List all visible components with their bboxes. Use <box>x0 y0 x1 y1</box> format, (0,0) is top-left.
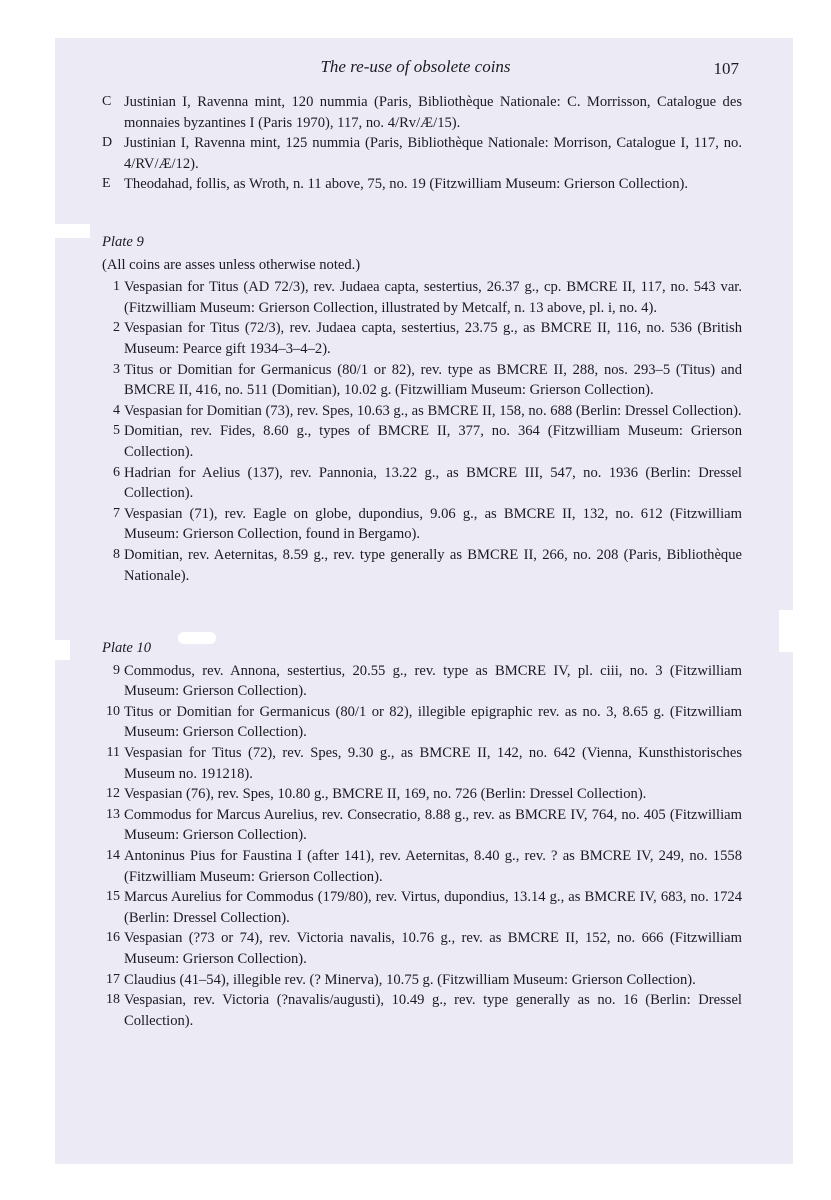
entry-number: 2 <box>113 320 120 336</box>
entry-number: 6 <box>113 464 120 480</box>
entry-text: Claudius (41–54), illegible rev. (? Minerva), 10.75 g. (Fitzwilliam Museum: Grierson Collection). <box>124 971 696 988</box>
plate-entry-17 <box>102 970 742 991</box>
plate-entry-3 <box>102 360 742 401</box>
entry-text: Vespasian (76), rev. Spes, 10.80 g., BMCRE II, 169, no. 726 (Berlin: Dressel Collection). <box>124 786 647 803</box>
running-title: The re-use of obsolete coins <box>320 57 511 76</box>
plate-entry-5 <box>102 421 742 462</box>
plate-entry-2 <box>102 318 742 359</box>
entry-number: 18 <box>106 992 120 1008</box>
scan-edge-left-notch <box>0 224 90 238</box>
scan-edge-left <box>0 0 55 1200</box>
entry-number: 11 <box>106 744 120 760</box>
entry-text: Vespasian for Domitian (73), rev. Spes, 10.63 g., as BMCRE II, 158, no. 688 (Berlin: Dressel Collection). <box>124 402 742 419</box>
catalogue-entry-C <box>102 92 742 133</box>
entry-number: 4 <box>113 402 120 418</box>
plate-9-list <box>102 277 742 586</box>
entry-text: Antoninus Pius for Faustina I (after 141), rev. Aeternitas, 8.40 g., rev. ? as BMCRE IV, 249, no. 1558 (Fitzwilliam Museum: Grierson Collection). <box>124 847 742 885</box>
entry-number: E <box>102 176 111 192</box>
plate-9-note: (All coins are asses unless otherwise noted.) <box>102 256 361 273</box>
plate-10-heading: Plate 10 <box>102 640 152 656</box>
plate-entry-18 <box>102 990 742 1031</box>
catalogue-entry-E <box>102 174 742 195</box>
plate-entry-13 <box>102 805 742 846</box>
scan-edge-left-notch-2 <box>0 640 70 660</box>
plate-10-list <box>102 661 742 1032</box>
entry-number: 9 <box>113 662 120 678</box>
entry-text: Justinian I, Ravenna mint, 125 nummia (Paris, Bibliothèque Nationale: Morrison, Catalogue I, 117, no. 4/RV/Æ/12). <box>124 135 742 172</box>
plate-10-section <box>102 638 742 1031</box>
scan-edge-right-notch <box>779 610 831 652</box>
plate-entry-4 <box>102 401 742 422</box>
plate-9-section <box>102 232 742 586</box>
entry-text: Theodahad, follis, as Wroth, n. 11 above, 75, no. 19 (Fitzwilliam Museum: Grierson Collection). <box>124 176 689 193</box>
entry-number: 16 <box>106 930 120 946</box>
entry-text: Domitian, rev. Aeternitas, 8.59 g., rev. type generally as BMCRE II, 266, no. 208 (Paris, Bibliothèque Nationale). <box>124 546 742 584</box>
plate-entry-6 <box>102 463 742 504</box>
entry-text: Domitian, rev. Fides, 8.60 g., types of BMCRE II, 377, no. 364 (Fitzwilliam Museum: Grierson Collection). <box>124 423 742 460</box>
entry-text: Justinian I, Ravenna mint, 120 nummia (Paris, Bibliothèque Nationale: C. Morrisson, Catalogue des monnaies byzantines I (Paris 1970), 117, no. 4/Rv/Æ/15). <box>124 94 742 131</box>
plate-entry-15 <box>102 887 742 928</box>
page-number: 107 <box>713 59 739 78</box>
scan-edge-top <box>0 0 831 38</box>
lettered-entries <box>102 92 742 195</box>
plate-entry-9 <box>102 661 742 702</box>
entry-number: 7 <box>113 505 120 521</box>
entry-text: Vespasian for Titus (AD 72/3), rev. Judaea capta, sestertius, 26.37 g., cp. BMCRE II, 117, no. 543 var. (Fitzwilliam Museum: Grierson Collection, illustrated by Metcalf, n. 13 above, pl. i, no. 4). <box>124 279 742 316</box>
catalogue-entry-D <box>102 133 742 174</box>
entry-number: 14 <box>106 847 120 863</box>
scan-edge-right <box>793 0 831 1200</box>
plate-entry-8 <box>102 545 742 586</box>
plate-entry-7 <box>102 504 742 545</box>
plate-9-heading: Plate 9 <box>102 234 144 250</box>
plate-entry-16 <box>102 928 742 969</box>
plate-entry-14 <box>102 846 742 887</box>
entry-number: 8 <box>113 546 120 562</box>
entry-text: Vespasian, rev. Victoria (?navalis/augusti), 10.49 g., rev. type generally as no. 16 (Berlin: Dressel Collection). <box>124 992 742 1029</box>
entry-number: 1 <box>113 279 120 295</box>
entry-number: 5 <box>113 423 120 439</box>
entry-number: D <box>102 135 113 151</box>
entry-number: 12 <box>106 786 120 802</box>
entry-text: Titus or Domitian for Germanicus (80/1 or 82), illegible epigraphic rev. as no. 3, 8.65 g. (Fitzwilliam Museum: Grierson Collection). <box>124 703 742 741</box>
page-header <box>0 57 831 81</box>
entry-text: Vespasian for Titus (72), rev. Spes, 9.30 g., as BMCRE II, 142, no. 642 (Vienna, Kunsthistorisches Museum no. 191218). <box>124 744 742 782</box>
entry-text: Vespasian for Titus (72/3), rev. Judaea capta, sestertius, 23.75 g., as BMCRE II, 116, no. 536 (British Museum: Pearce gift 1934–3–4–2). <box>124 320 742 357</box>
entry-text: Vespasian (?73 or 74), rev. Victoria navalis, 10.76 g., rev. as BMCRE II, 152, no. 666 (Fitzwilliam Museum: Grierson Collection). <box>124 930 742 967</box>
entry-number: 13 <box>106 806 120 822</box>
entry-text: Titus or Domitian for Germanicus (80/1 or 82), rev. type as BMCRE II, 288, nos. 293–5 (Titus) and BMCRE II, 416, no. 511 (Domitian), 10.02 g. (Fitzwilliam Museum: Grierson Collection). <box>124 361 742 399</box>
entry-number: C <box>102 94 112 109</box>
plate-entry-1 <box>102 277 742 318</box>
entry-text: Vespasian (71), rev. Eagle on globe, dupondius, 9.06 g., as BMCRE II, 132, no. 612 (Fitzwilliam Museum: Grierson Collection, found in Bergamo). <box>124 505 742 543</box>
entry-number: 10 <box>106 703 120 719</box>
plate-entry-12 <box>102 784 742 805</box>
entry-text: Commodus for Marcus Aurelius, rev. Consecratio, 8.88 g., rev. as BMCRE IV, 764, no. 405 (Fitzwilliam Museum: Grierson Collection). <box>124 806 742 844</box>
entry-number: 17 <box>106 971 120 987</box>
entry-number: 3 <box>113 361 120 377</box>
entry-number: 15 <box>106 889 120 905</box>
entry-text: Commodus, rev. Annona, sestertius, 20.55 g., rev. type as BMCRE IV, pl. ciii, no. 3 (Fitzwilliam Museum: Grierson Collection). <box>124 662 742 700</box>
entry-text: Marcus Aurelius for Commodus (179/80), rev. Virtus, dupondius, 13.14 g., as BMCRE IV, 683, no. 1724 (Berlin: Dressel Collection). <box>124 889 742 926</box>
scan-edge-bottom <box>0 1164 831 1200</box>
entry-text: Hadrian for Aelius (137), rev. Pannonia, 13.22 g., as BMCRE III, 547, no. 1936 (Berlin: Dressel Collection). <box>124 464 742 502</box>
plate-entry-10 <box>102 702 742 743</box>
plate-entry-11 <box>102 743 742 784</box>
